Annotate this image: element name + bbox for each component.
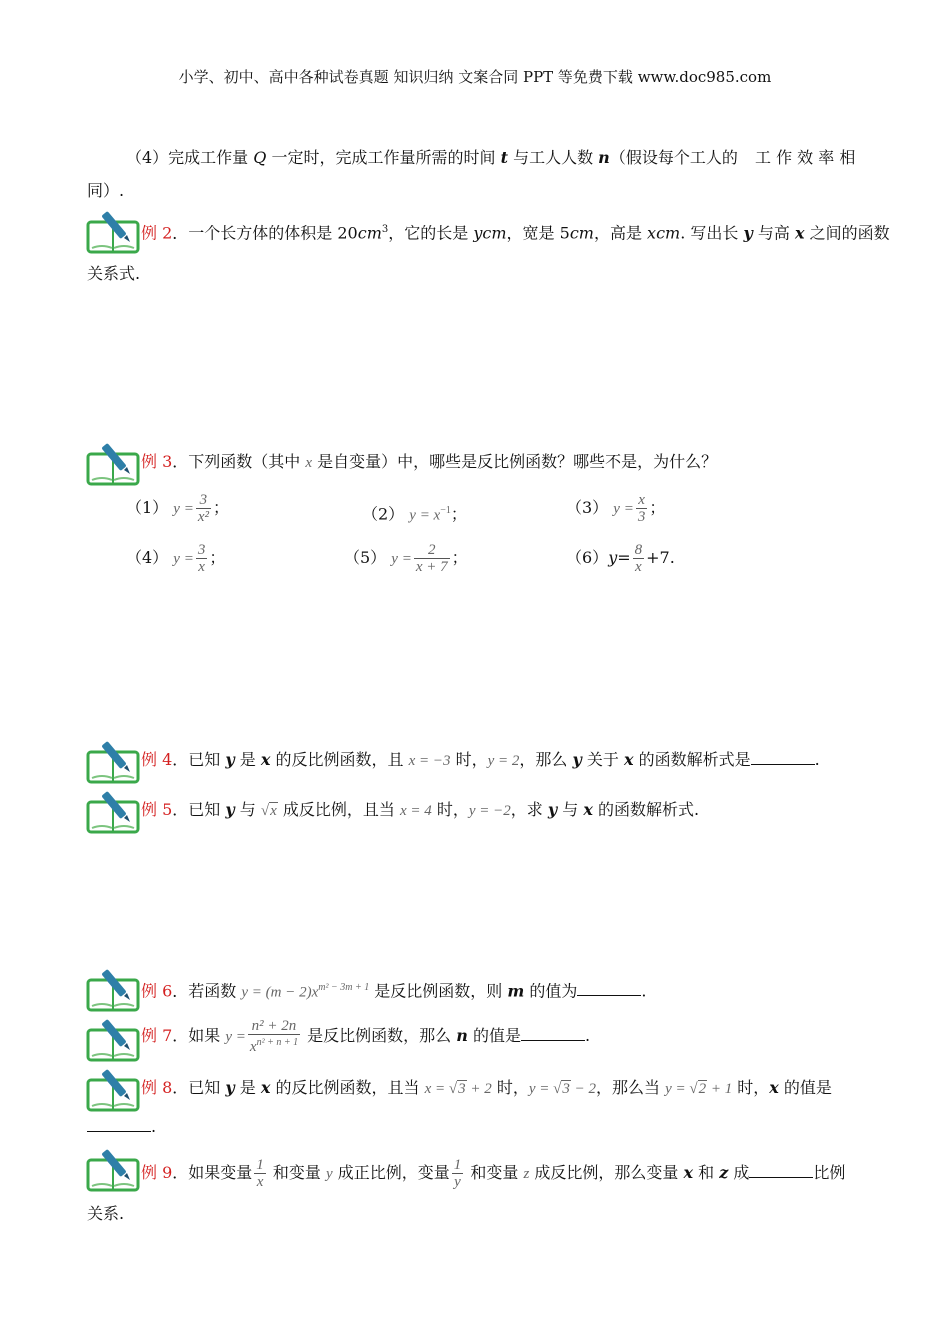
example-6-label: 例 6 (141, 981, 173, 1001)
example-2-label: 例 2 (141, 223, 173, 243)
book-pencil-icon (86, 788, 140, 834)
book-pencil-icon (86, 440, 140, 486)
formula-3: （3） y = $\frac{x}{3}$ ； (566, 492, 666, 525)
book-pencil-icon (86, 208, 140, 254)
book-pencil-icon (86, 1066, 140, 1112)
example-9-line2: 关系. (87, 1204, 125, 1223)
item-4-line2: 同）. (87, 181, 125, 200)
example-5-line: 例 5．已知 y 与 √x 成反比例，且当 x = 4 时，y = −2，求 y 与 x 的函数解析式. (141, 800, 700, 819)
example-4-line: 例 4．已知 y 是 x 的反比例函数，且 x = −3 时，y = 2，那么 y 关于 x 的函数解析式是 . (141, 750, 820, 769)
answer-blank (521, 1026, 585, 1041)
example-9-line1: 例 9．如果变量 $\frac{1}{x}$ 和变量 y 成正比例，变量 $\frac{1}{y}$ 和变量 z 成反比例，那么变量 x 和 z 成 比例 (141, 1157, 846, 1190)
formula-2: （2） $y = x^{-1}$； (362, 504, 467, 524)
example-8-label: 例 8 (141, 1078, 173, 1097)
example-7-label: 例 7 (141, 1026, 173, 1045)
book-pencil-icon (86, 738, 140, 784)
example-8-line2: . (87, 1116, 156, 1138)
formula-5: （5） y = $\frac{2}{x + 7}$ ； (344, 542, 468, 575)
answer-blank (749, 1163, 813, 1178)
answer-blank (751, 750, 815, 765)
answer-blank (87, 1117, 151, 1132)
example-6-line: 例 6．若函数 $y = (m - 2)x^{m^2 - 3m + 1}$ 是反比例函数，则 m 的值为 . (141, 981, 647, 1001)
example-3-line1: 例 3．下列函数（其中 x 是自变量）中，哪些是反比例函数？哪些不是，为什么？ (141, 452, 718, 471)
book-pencil-icon (86, 966, 140, 1012)
example-8-line1: 例 8．已知 y 是 x 的反比例函数，且当 x = √3 + 2 时，y = √3 − 2，那么当 y = √2 + 1 时，x 的值是 (141, 1078, 832, 1097)
example-2-line2: 关系式. (87, 264, 141, 283)
book-pencil-icon (86, 1016, 140, 1062)
example-2-line1: 例 2．一个长方体的体积是 $20cm^3$，它的长是 ycm，宽是 5cm，高是 xcm. 写出长 y 与高 x 之间的函数 (141, 223, 890, 243)
example-3-label: 例 3 (141, 452, 173, 471)
page-header: 小学、初中、高中各种试卷真题 知识归纳 文案合同 PPT 等免费下载 www.doc985.com (178, 68, 772, 86)
example-7-line: 例 7．如果 y = $\frac{\text{n² + 2n}}{x^{n^2 + n + 1}}$ 是反比例函数，那么 n 的值是 . (141, 1018, 591, 1055)
example-5-label: 例 5 (141, 800, 173, 819)
item-4-line1: （4）完成工作量 Q 一定时，完成工作量所需的时间 t 与工人人数 n（假设每个工人的 (126, 148, 738, 167)
book-pencil-icon (86, 1146, 140, 1192)
formula-6: （6）y= $\frac{8}{x}$ +7. (566, 542, 675, 575)
formula-4: （4） y = $\frac{3}{x}$ ； (126, 542, 226, 575)
answer-blank (577, 981, 641, 996)
item-4-spread: 工 作 效 率 相 (755, 148, 856, 167)
example-4-label: 例 4 (141, 750, 173, 769)
example-9-label: 例 9 (141, 1163, 173, 1182)
formula-1: （1） y = $\frac{3}{\text{x²}}$ ； (126, 492, 229, 525)
